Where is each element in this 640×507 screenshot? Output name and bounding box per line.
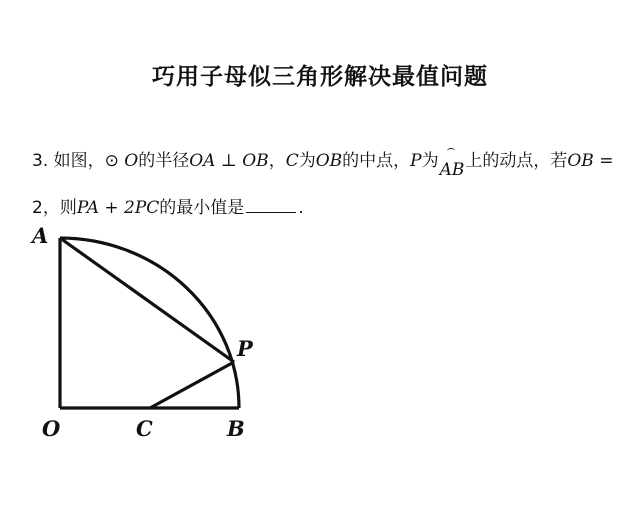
ask-text: 的最小值是 xyxy=(159,198,245,218)
label-p: P xyxy=(237,336,253,361)
label-b: B xyxy=(227,416,245,441)
segment-ob-text: OB xyxy=(315,151,343,171)
label-c: C xyxy=(136,416,153,441)
point-c-text: C xyxy=(285,151,299,171)
target-expression: PA + 2PC xyxy=(76,198,160,218)
arc-ab-label: AB xyxy=(439,160,465,180)
midpoint-end-text: 的中点， xyxy=(342,151,411,171)
page-title: 巧用子母似三角形解决最值问题 xyxy=(152,64,488,90)
label-o: O xyxy=(42,416,61,441)
segment-pc xyxy=(150,362,234,408)
p-is-text: 为 xyxy=(421,151,439,171)
given-equation: OB = xyxy=(567,151,614,171)
label-a: A xyxy=(32,223,49,248)
midpoint-text: 为 xyxy=(298,151,316,171)
given-value-text: 2，则 xyxy=(32,198,77,218)
circle-name: O xyxy=(124,151,139,171)
circle-symbol: ⊙ xyxy=(104,151,119,171)
comma: ， xyxy=(268,151,286,171)
question-number: 3. xyxy=(32,151,49,171)
question-intro: 如图， xyxy=(53,151,105,171)
radius-text: 的半径 xyxy=(138,151,190,171)
perp-statement: OA ⊥ OB xyxy=(189,151,269,171)
segment-pa xyxy=(60,238,234,362)
point-p-text: P xyxy=(410,151,422,171)
moving-point-text: 上的动点，若 xyxy=(465,151,568,171)
period: . xyxy=(298,198,304,218)
arc-ab xyxy=(60,238,239,408)
